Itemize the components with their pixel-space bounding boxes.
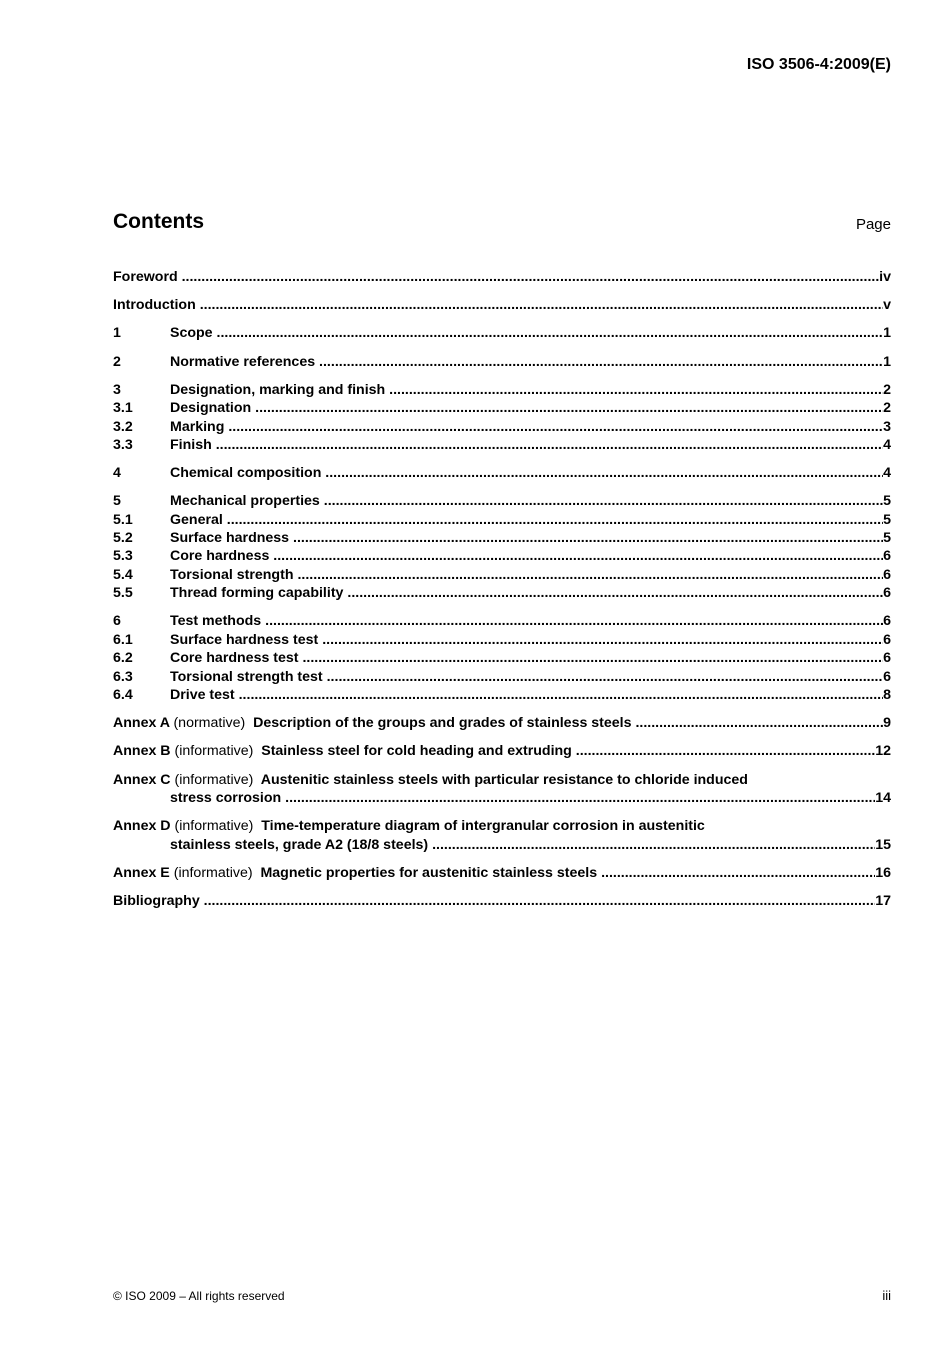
annex-type: (informative) (174, 743, 254, 760)
toc-entry-title: Finish ..... (170, 436, 883, 454)
annex-label: Annex A (113, 715, 170, 732)
toc-entry-number: 6.2 (113, 650, 133, 667)
toc-entry-thread-forming-capability[interactable] (113, 584, 891, 602)
toc-entry-page: 6 (883, 650, 891, 667)
toc-entry-page: 1 (883, 353, 891, 370)
toc-entry-page: 6 (883, 613, 891, 630)
toc-group-annex-e (113, 864, 891, 882)
toc-entry-title: Chemical composition ..... (170, 464, 883, 482)
toc-entry-title: Bibliography ..... (113, 892, 875, 910)
toc-entry-title: Drive test ..... (170, 686, 883, 704)
toc-entry-number: 6 (113, 613, 121, 630)
toc-entry-general[interactable] (113, 511, 891, 529)
toc-entry-drive-test[interactable] (113, 686, 891, 704)
toc-entry-number: 3.3 (113, 436, 133, 453)
toc-entry-page: 5 (883, 493, 891, 510)
toc-entry-page: 15 (875, 836, 891, 853)
toc-entry-bibliography[interactable] (113, 892, 891, 910)
toc-entry-surface-hardness-test[interactable] (113, 631, 891, 649)
toc-entry-chemical-composition[interactable] (113, 464, 891, 482)
toc-entry-page: 6 (883, 631, 891, 648)
toc-entry-title: Core hardness ..... (170, 547, 883, 565)
toc-entry-number: 4 (113, 465, 121, 482)
toc-group-4 (113, 464, 891, 482)
toc-entry-annex-b[interactable] (113, 742, 891, 760)
toc-entry-number: 1 (113, 325, 121, 342)
toc-entry-page: v (883, 297, 891, 314)
toc-entry-marking[interactable] (113, 418, 891, 436)
toc-entry-designation-marking-finish[interactable] (113, 381, 891, 399)
toc-group-2 (113, 353, 891, 371)
toc-entry-page: 14 (875, 789, 891, 806)
annex-label: Annex B (113, 743, 171, 760)
toc-entry-title: Normative references ..... (170, 353, 883, 371)
toc-entry-test-methods[interactable] (113, 612, 891, 630)
toc-entry-title: stainless steels, grade A2 (18/8 steels) ..... (170, 836, 875, 854)
toc-group-1 (113, 324, 891, 342)
toc-group-6 (113, 612, 891, 704)
table-of-contents (113, 268, 891, 920)
toc-entry-annex-c-line2[interactable] (113, 789, 891, 807)
toc-entry-number: 5.1 (113, 511, 133, 528)
toc-group-3 (113, 381, 891, 455)
toc-entry-number: 5.3 (113, 548, 133, 565)
annex-label: Annex C (113, 771, 171, 788)
annex-title: Description of the groups and grades of stainless steels (253, 715, 632, 732)
toc-entry-normative-references[interactable] (113, 353, 891, 371)
toc-entry-page: 8 (883, 686, 891, 703)
toc-entry-torsional-strength-test[interactable] (113, 668, 891, 686)
toc-entry-title: Thread forming capability ..... (170, 584, 883, 602)
toc-entry-core-hardness-test[interactable] (113, 649, 891, 667)
toc-entry-page: 2 (883, 381, 891, 398)
toc-group-foreword (113, 268, 891, 286)
toc-entry-page: 5 (883, 511, 891, 528)
toc-entry-page: 12 (875, 743, 891, 760)
toc-entry-number: 5.4 (113, 566, 133, 583)
toc-entry-page: iv (879, 268, 891, 285)
annex-title: Time-temperature diagram of intergranular corrosion in austenitic (261, 818, 705, 835)
toc-entry-title: Mechanical properties ..... (170, 492, 883, 510)
annex-type: (informative) (174, 818, 254, 835)
toc-entry-title: Designation, marking and finish ..... (170, 381, 883, 399)
toc-entry-number: 5.2 (113, 530, 133, 547)
toc-entry-number: 6.3 (113, 668, 133, 685)
toc-entry-mechanical-properties[interactable] (113, 492, 891, 510)
toc-group-annex-a (113, 714, 891, 732)
toc-entry-number: 3.1 (113, 400, 133, 417)
toc-entry-number: 5 (113, 493, 121, 510)
toc-entry-scope[interactable] (113, 324, 891, 342)
toc-entry-title: Marking ..... (170, 418, 883, 436)
toc-entry-title (113, 742, 875, 760)
toc-entry-title: General ..... (170, 511, 883, 529)
toc-entry-number: 6.1 (113, 631, 133, 648)
annex-label: Annex E (113, 864, 170, 881)
toc-entry-annex-c-line1[interactable] (113, 771, 891, 789)
toc-entry-annex-d-line1[interactable] (113, 817, 891, 835)
toc-group-introduction (113, 296, 891, 314)
toc-entry-number: 5.5 (113, 585, 133, 602)
toc-entry-title: Scope ..... (170, 324, 883, 342)
toc-group-annex-b (113, 742, 891, 760)
toc-entry-title (113, 714, 883, 732)
toc-entry-designation[interactable] (113, 399, 891, 417)
toc-entry-title: Torsional strength test ..... (170, 668, 883, 686)
toc-entry-title (113, 864, 875, 882)
toc-entry-page: 6 (883, 548, 891, 565)
toc-entry-number: 3.2 (113, 418, 133, 435)
toc-entry-title: Surface hardness ..... (170, 529, 883, 547)
toc-entry-foreword[interactable] (113, 268, 891, 286)
toc-group-annex-d (113, 817, 891, 854)
toc-entry-annex-a[interactable] (113, 714, 891, 732)
toc-entry-page: 4 (883, 465, 891, 482)
toc-entry-annex-e[interactable] (113, 864, 891, 882)
annex-title: Magnetic properties for austenitic stainless steels (260, 864, 598, 881)
toc-entry-page: 5 (883, 530, 891, 547)
toc-entry-finish[interactable] (113, 436, 891, 454)
page-number: iii (882, 1288, 891, 1303)
toc-entry-introduction[interactable] (113, 296, 891, 314)
toc-entry-title: Introduction ..... (113, 296, 883, 314)
toc-entry-title: Test methods ..... (170, 612, 883, 630)
toc-entry-page: 9 (883, 715, 891, 732)
toc-entry-title: Torsional strength ..... (170, 566, 883, 584)
toc-entry-number: 2 (113, 353, 121, 370)
toc-entry-title: Core hardness test ..... (170, 649, 883, 667)
toc-entry-page: 16 (875, 864, 891, 881)
toc-entry-title: Designation ..... (170, 399, 883, 417)
toc-entry-page: 4 (883, 436, 891, 453)
toc-entry-page: 6 (883, 566, 891, 583)
toc-entry-page: 17 (875, 892, 891, 909)
annex-type: (informative) (173, 864, 253, 881)
annex-title: Austenitic stainless steels with particular resistance to chloride induced (260, 771, 748, 788)
page-column-label: Page (855, 216, 891, 233)
annex-title: Stainless steel for cold heading and extruding (261, 743, 572, 760)
toc-entry-page: 6 (883, 585, 891, 602)
toc-group-bibliography (113, 892, 891, 910)
toc-entry-title: Foreword ..... (113, 268, 879, 286)
annex-type: (informative) (174, 771, 254, 788)
toc-entry-page: 2 (883, 400, 891, 417)
toc-group-5 (113, 492, 891, 602)
toc-entry-title: Surface hardness test ..... (170, 631, 883, 649)
toc-entry-number: 3 (113, 381, 121, 398)
toc-entry-number: 6.4 (113, 686, 133, 703)
toc-entry-surface-hardness[interactable] (113, 529, 891, 547)
contents-heading: Contents (113, 210, 204, 233)
document-identifier: ISO 3506-4:2009(E) (746, 56, 891, 73)
annex-type: (normative) (173, 715, 246, 732)
toc-entry-torsional-strength[interactable] (113, 566, 891, 584)
annex-label: Annex D (113, 818, 171, 835)
toc-entry-page: 6 (883, 668, 891, 685)
toc-entry-title: stress corrosion ..... (170, 789, 875, 807)
toc-entry-page: 1 (883, 325, 891, 342)
toc-entry-page: 3 (883, 418, 891, 435)
toc-entry-core-hardness[interactable] (113, 547, 891, 565)
copyright-notice: © ISO 2009 – All rights reserved (113, 1289, 285, 1303)
toc-group-annex-c (113, 771, 891, 808)
toc-entry-annex-d-line2[interactable] (113, 836, 891, 854)
